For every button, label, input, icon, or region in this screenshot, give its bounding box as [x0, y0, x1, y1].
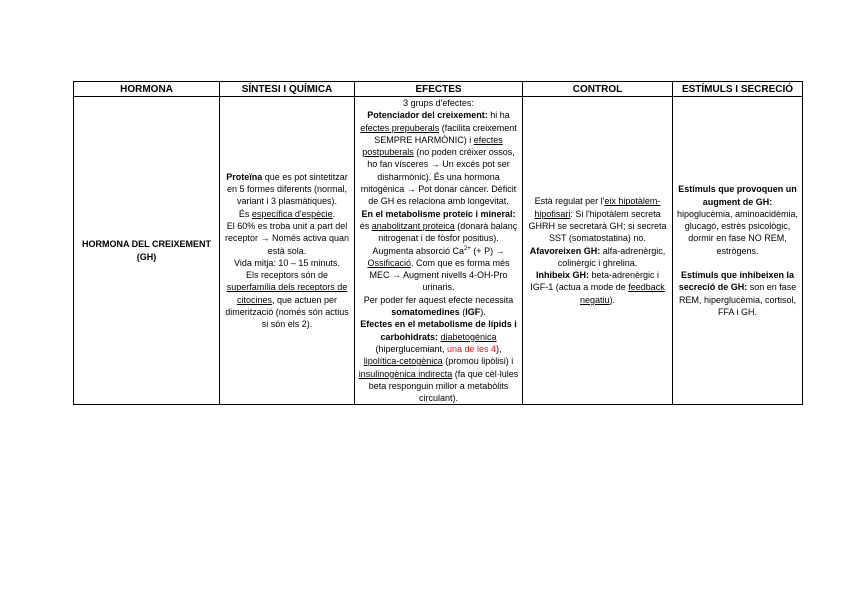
sintesi-cytokine-text: Els receptors són de superfamília dels receptors de citocines, que actuen per dimerització (només són actius si són els 2).: [225, 270, 349, 330]
cell-estimuls: [673, 97, 803, 405]
cell-efectes: [355, 97, 523, 405]
estimuls-inhibit-text: Estímuls que inhibeixen la secreció de GH: son en fase REM, hiperglucèmia, cortisol, FFA i GH.: [678, 270, 797, 317]
estimuls-spacer: [676, 257, 799, 269]
sintesi-protein-text: Proteïna que es pot sintetitzar en 5 formes diferents (normal, variant i 3 plasmàtiques).: [226, 171, 348, 207]
cell-sintesi: [220, 97, 355, 405]
header-efectes: EFECTES: [355, 82, 523, 97]
control-promoters-text: Afavoreixen GH: alfa-adrenèrgic, colinèrgic i ghrelina.: [529, 245, 666, 268]
control-inhibitors-text: Inhibeix GH: beta-adrenèrgic i IGF-1 (actua a mode de feedback negatiu).: [530, 270, 665, 305]
sintesi-halflife-text: Vida mitja: 10 – 15 minuts.: [234, 257, 340, 268]
table-row: [74, 97, 803, 405]
control-axis-text: Està regulat per l'eix hipotàlem-hipofisari: Si l'hipotàlem secreta GHRH se secretarà GH; si secreta SST (somatostatina) no.: [528, 196, 667, 244]
header-sintesi: SÍNTESI I QUÍMICA: [220, 82, 355, 97]
sintesi-receptor-text: El 60% es troba unit a part del receptor → Només activa quan està sola.: [224, 220, 350, 256]
header-hormona: HORMONA: [74, 82, 220, 97]
efectes-somatomedines: Per poder fer aquest efecte necessita somatomedines (IGF).: [363, 294, 514, 318]
efectes-intro: 3 grups d'efectes:: [403, 98, 474, 108]
header-estimuls: ESTÍMULS I SECRECIÓ: [673, 82, 803, 97]
hormone-table: [73, 81, 803, 405]
table-header-row: [74, 82, 803, 97]
sintesi-species-text: És específica d'espècie.: [238, 208, 336, 219]
header-control: CONTROL: [523, 82, 673, 97]
cell-hormona: HORMONA DEL CREIXEMENT (GH): [74, 97, 220, 405]
cell-control: [523, 97, 673, 405]
efectes-lipid-carb: Efectes en el metabolisme de lípids i carbohidrats: diabetogènica (hiperglucemiant, una de les 4), lipolítica-cetogènica (promou lipòlisi) i insulinogènica indirecta (fa que cèl·lules beta responguin millor a metabòlits circulant).: [358, 319, 519, 404]
efectes-protein-mineral: En el metabolisme proteic i mineral: és anabolitzant proteica (donarà balanç nitrogenat i de fòsfor positius). Augmenta absorció $Ca^{2+}$ (+ P) → Ossificació. Com que es forma més MEC → Augment nivells 4-OH-Pro urinaris.: [359, 208, 518, 293]
estimuls-increase-text: Estímuls que provoquen un augment de GH: hipoglucèmia, aminoacidèmia, glucagó, estrès psicològic, dormir en fase NO REM, estrògens.: [676, 184, 799, 256]
efectes-growth: Potenciador del creixement: hi ha efectes prepuberals (facilita creixement SEMPRE HARMÒNIC) i efectes postpuberals (no poden créixer ossos, ho fan vísceres → Un excés pot ser disharmònic). És una hormona mitogènica → Pot donar càncer. Dèficit de GH es relaciona amb longevitat.: [360, 110, 517, 207]
